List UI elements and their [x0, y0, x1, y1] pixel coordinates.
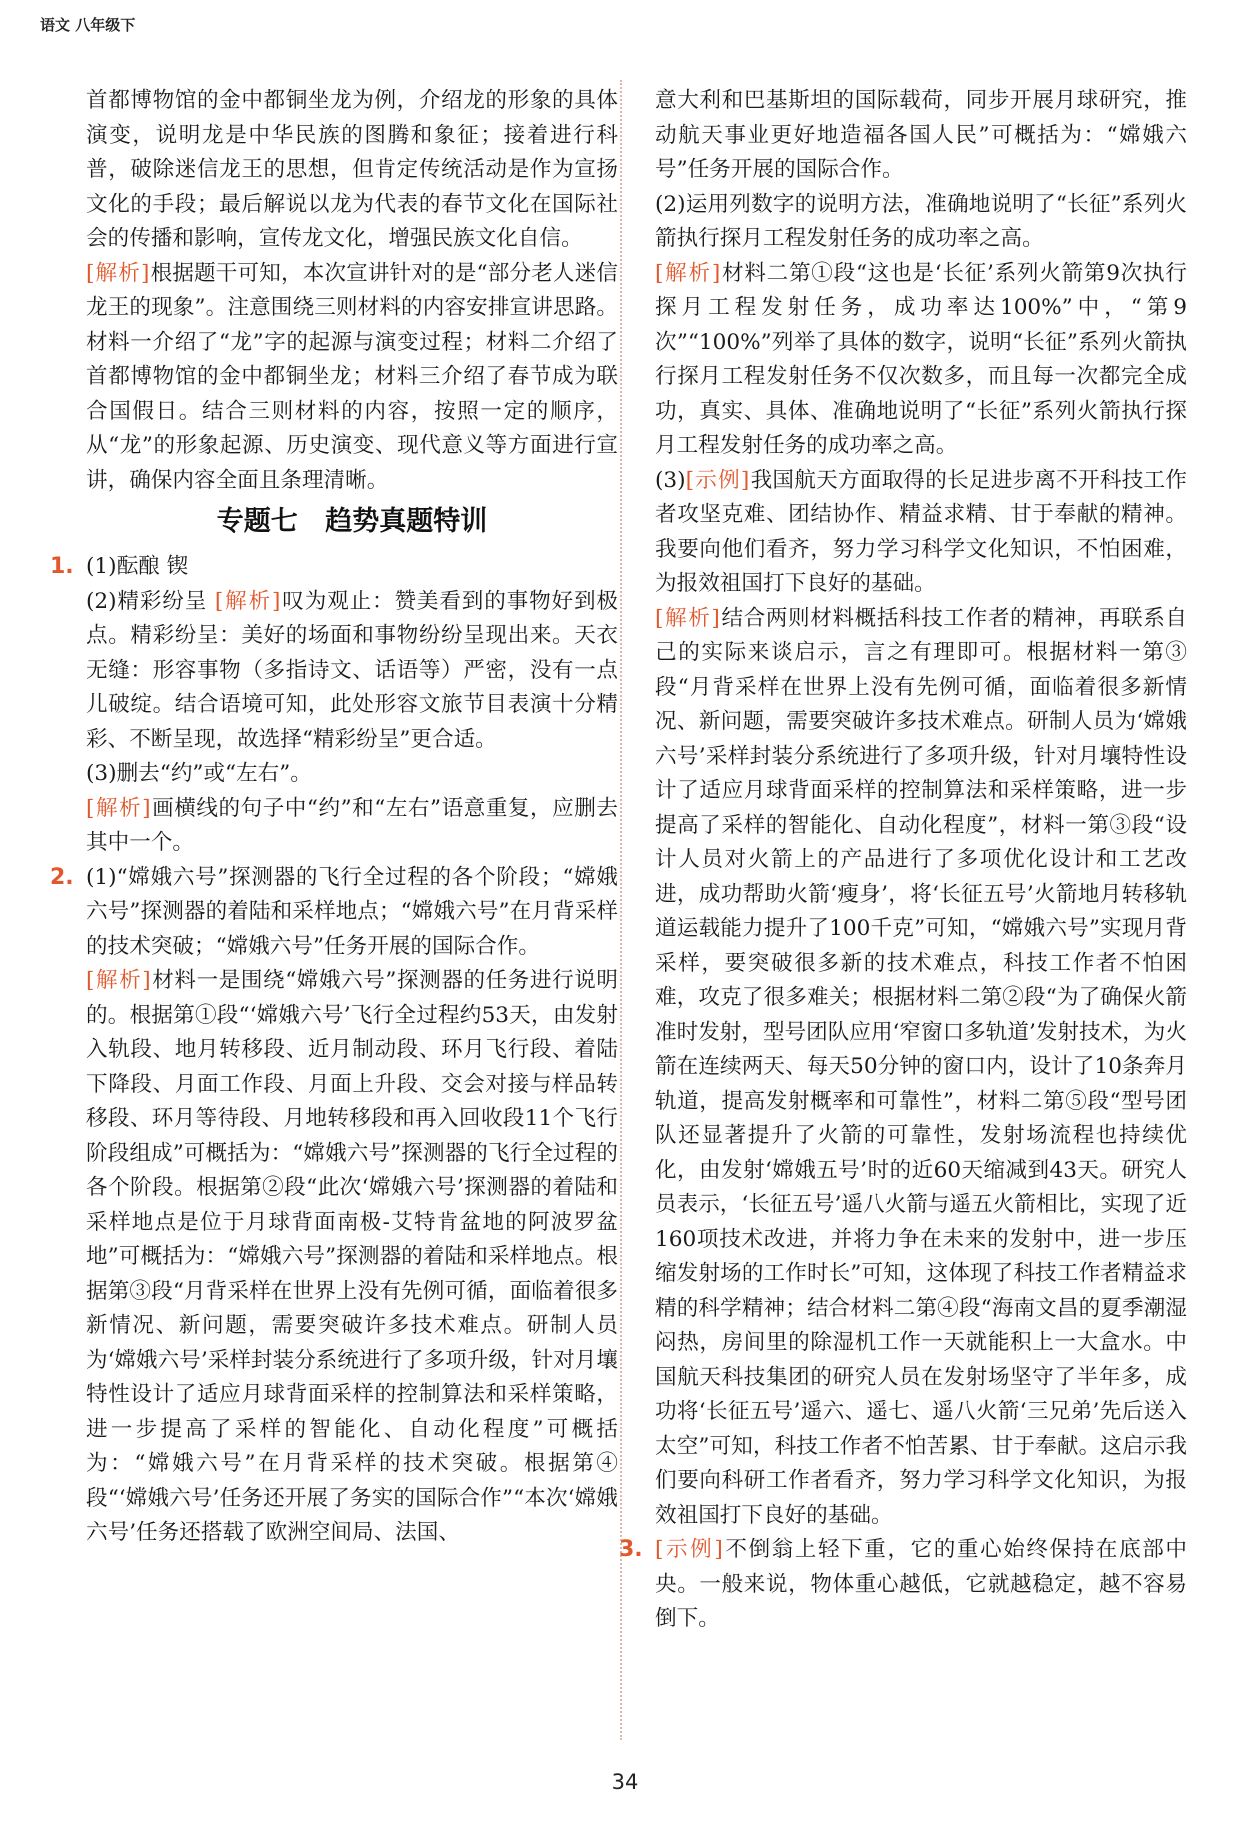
question-2 — [50, 861, 618, 1551]
right-column — [619, 84, 1187, 1637]
question-number: 3. — [619, 1537, 643, 1562]
header-title: 语文 八年级下 — [40, 16, 136, 34]
analysis-tag: [解析] — [86, 260, 151, 286]
answer-part-2: (2)精彩纷呈 [解析]叹为观止：赞美看到的事物好到极点。精彩纷呈：美好的场面和事物纷纷呈现出来。天衣无缝：形容事物（多指诗文、话语等）严密，没有一点儿破绽。结合语境可知，此处形容文旅节目表演十分精彩、不断呈现，故选择“精彩纷呈”更合适。 — [86, 588, 618, 752]
example-tag: [示例] — [655, 1537, 724, 1562]
left-column — [50, 84, 618, 1551]
analysis-tag: [解析] — [86, 795, 152, 821]
example-tag: [示例] — [685, 467, 751, 493]
analysis-tag: [解析] — [86, 968, 152, 993]
question-1 — [50, 550, 618, 861]
question-number: 1. — [50, 554, 74, 579]
analysis-paragraph: [解析]画横线的句子中“约”和“左右”语意重复，应删去其中一个。 — [86, 795, 618, 855]
answer-paragraph: [示例]不倒翁上轻下重，它的重心始终保持在底部中央。一般来说，物体重心越低，它就越稳定，越不容易倒下。 — [655, 1537, 1187, 1631]
page-number: 34 — [611, 1770, 639, 1794]
analysis-paragraph: [解析]结合两则材料概括科技工作者的精神，再联系自己的实际来谈启示，言之有理即可。根据材料一第③段“月背采样在世界上没有先例可循，面临着很多新情况、新问题，需要突破许多技术难点。研制人员为‘嫦娥六号’采样封装分系统进行了多项升级，针对月壤特性设计了适应月球背面采样的控制算法和采样策略，进一步提高了采样的智能化、自动化程度”，材料一第③段“设计人员对火箭上的产品进行了多项优化设计和工艺改进，成功帮助火箭‘瘦身’，将‘长征五号’火箭地月转移轨道运载能力提升了100千克”可知，“嫦娥六号”实现月背采样，要突破很多新的技术难点，科技工作者不怕困难，攻克了很多难关；根据材料二第②段“为了确保火箭准时发射，型号团队应用‘窄窗口多轨道’发射技术，为火箭在连续两天、每天50分钟的窗口内，设计了10条奔月轨道，提高发射概率和可靠性”，材料二第⑤段“型号团队还显著提升了火箭的可靠性，发射场流程也持续优化，由发射‘嫦娥五号’时的近60天缩减到43天。研究人员表示，‘长征五号’遥八火箭与遥五火箭相比，实现了近160项技术改进，并将力争在未来的发射中，进一步压缩发射场的工作时长”可知，这体现了科技工作者精益求精的科学精神；结合材料二第④段“海南文昌的夏季潮湿闷热，房间里的除湿机工作一天就能积上一大盒水。中国航天科技集团的研究人员在发射场坚守了半年多，成功将‘长征五号’遥六、遥七、遥八火箭‘三兄弟’先后送入太空”可知，科技工作者不怕苦累、甘于奉献。这启示我们要向科研工作者看齐，努力学习科学文化知识，为报效祖国打下良好的基础。 — [655, 605, 1187, 1528]
question-number: 2. — [50, 864, 74, 890]
column-divider — [620, 80, 622, 1740]
analysis-paragraph: [解析]材料二第①段“这也是‘长征’系列火箭第9次执行探月工程发射任务，成功率达100%”中，“第9次”“100%”列举了具体的数字，说明“长征”系列火箭执行探月工程发射任务不仅次数多，而且每一次都完全成功，真实、具体、准确地说明了“长征”系列火箭执行探月工程发射任务的成功率之高。 — [655, 260, 1187, 458]
answer-part-3: (3)删去“约”或“左右”。 — [86, 761, 312, 786]
continued-paragraph: 意大利和巴基斯坦的国际载荷，同步开展月球研究，推动航天事业更好地造福各国人民”可概括为：“嫦娥六号”任务开展的国际合作。 — [655, 88, 1187, 182]
answer-part-3: (3)[示例]我国航天方面取得的长足进步离不开科技工作者攻坚克难、团结协作、精益求精、甘于奉献的精神。我要向他们看齐，努力学习科学文化知识，不怕困难，为报效祖国打下良好的基础。 — [655, 467, 1187, 596]
intro-paragraph: 首都博物馆的金中都铜坐龙为例，介绍龙的形象的具体演变，说明龙是中华民族的图腾和象征；接着进行科普，破除迷信龙王的思想，但肯定传统活动是作为宣扬文化的手段；最后解说以龙为代表的春节文化在国际社会的传播和影响，宣传龙文化，增强民族文化自信。 — [86, 88, 618, 251]
question-3 — [619, 1533, 1187, 1637]
analysis-tag: [解析] — [655, 605, 721, 631]
analysis-tag: [解析] — [655, 260, 722, 286]
section-title: 专题七 趋势真题特训 — [216, 506, 488, 537]
analysis-paragraph: [解析]材料一是围绕“嫦娥六号”探测器的任务进行说明的。根据第①段“‘嫦娥六号’飞行全过程约53天，由发射入轨段、地月转移段、近月制动段、环月飞行段、着陆下降段、月面工作段、月面上升段、交会对接与样品转移段、环月等待段、月地转移段和再入回收段11个飞行阶段组成”可概括为：“嫦娥六号”探测器的飞行全过程的各个阶段。根据第②段“此次‘嫦娥六号’探测器的着陆和采样地点是位于月球背面南极-艾特肯盆地的阿波罗盆地”可概括为：“嫦娥六号”探测器的着陆和采样地点。根据第③段“月背采样在世界上没有先例可循，面临着很多新情况、新问题，需要突破许多技术难点。研制人员为‘嫦娥六号’采样封装分系统进行了多项升级，针对月壤特性设计了适应月球背面采样的控制算法和采样策略，进一步提高了采样的智能化、自动化程度”可概括为：“嫦娥六号”在月背采样的技术突破。根据第④段“‘嫦娥六号’任务还开展了务实的国际合作”“本次‘嫦娥六号’任务还搭载了欧洲空间局、法国、 — [86, 968, 618, 1545]
answer-part-1: (1)“嫦娥六号”探测器的飞行全过程的各个阶段；“嫦娥六号”探测器的着陆和采样地点；“嫦娥六号”在月背采样的技术突破；“嫦娥六号”任务开展的国际合作。 — [86, 864, 618, 959]
answer-part-1: (1)酝酿 锲 — [86, 554, 189, 579]
answer-part-2: (2)运用列数字的说明方法，准确地说明了“长征”系列火箭执行探月工程发射任务的成功率之高。 — [655, 191, 1187, 251]
analysis-tag: [解析] — [214, 588, 282, 614]
analysis-paragraph: [解析]根据题干可知，本次宣讲针对的是“部分老人迷信龙王的现象”。注意围绕三则材料的内容安排宣讲思路。材料一介绍了“龙”字的起源与演变过程；材料二介绍了首都博物馆的金中都铜坐龙；材料三介绍了春节成为联合国假日。结合三则材料的内容，按照一定的顺序，从“龙”的形象起源、历史演变、现代意义等方面进行宣讲，确保内容全面且条理清晰。 — [86, 260, 618, 493]
